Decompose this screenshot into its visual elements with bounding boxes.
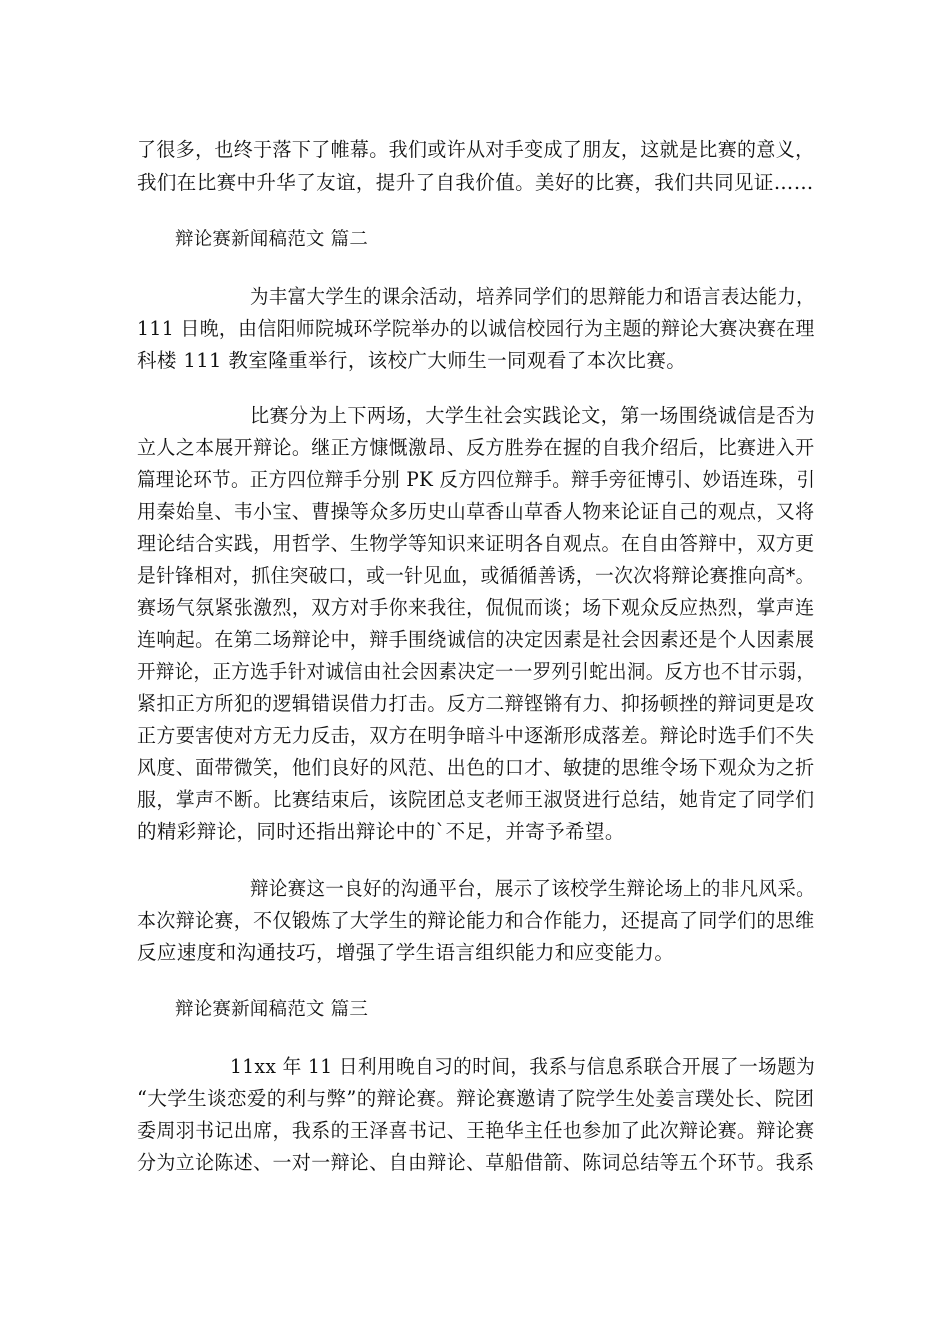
- paragraph-first-line: 辩论赛这一良好的沟通平台，展示了该校学生辩论场上的非凡风采。: [250, 877, 816, 900]
- text-line: 紧扣正方所犯的逻辑错误借力打击。反方二辩铿锵有力、抑扬顿挫的辩词更是攻: [137, 692, 815, 715]
- text-line: 立人之本展开辩论。继正方慷慨激昂、反方胜券在握的自我介绍后，比赛进入开: [137, 436, 815, 459]
- text-line: 连响起。在第二场辩论中，辩手围绕诚信的决定因素是社会因素还是个人因素展: [137, 628, 815, 651]
- text-line: 用秦始皇、韦小宝、曹操等众多历史山草香山草香人物来论证自己的观点，又将: [137, 500, 815, 523]
- section-heading: 辩论赛新闻稿范文 篇三: [175, 999, 369, 1020]
- paragraph-first-line: 为丰富大学生的课余活动，培养同学们的思辩能力和语言表达能力，: [250, 285, 816, 308]
- paragraph-first-line: 11xx 年 11 日利用晚自习的时间，我系与信息系联合开展了一场题为: [230, 1055, 816, 1078]
- text-line: 理论结合实践，用哲学、生物学等知识来证明各自观点。在自由答辩中，双方更: [137, 532, 815, 555]
- text-line: 科楼 111 教室隆重举行，该校广大师生一同观看了本次比赛。: [137, 349, 687, 372]
- text-line: 风度、面带微笑，他们良好的风范、出色的口才、敏捷的思维令场下观众为之折: [137, 756, 815, 779]
- text-line: 分为立论陈述、一对一辩论、自由辩论、草船借箭、陈词总结等五个环节。我系: [137, 1151, 815, 1174]
- text-line: 的精彩辩论，同时还指出辩论中的`不足，并寄予希望。: [137, 820, 625, 843]
- text-line: 正方要害使对方无力反击，双方在明争暗斗中逐渐形成落差。辩论时选手们不失: [137, 724, 815, 747]
- text-line: 篇理论环节。正方四位辩手分别 PK 反方四位辩手。辩手旁征博引、妙语连珠，引: [137, 468, 816, 491]
- text-line: 开辩论，正方选手针对诚信由社会因素决定一一罗列引蛇出洞。反方也不甘示弱，: [137, 660, 816, 683]
- text-line: 反应速度和沟通技巧，增强了学生语言组织能力和应变能力。: [137, 941, 675, 964]
- text-line: 本次辩论赛，不仅锻炼了大学生的辩论能力和合作能力，还提高了同学们的思维: [137, 909, 815, 932]
- text-line: 委周羽书记出席，我系的王泽喜书记、王艳华主任也参加了此次辩论赛。辩论赛: [137, 1119, 815, 1142]
- text-line: 是针锋相对，抓住突破口，或一针见血，或循循善诱，一次次将辩论赛推向高*。: [137, 564, 815, 587]
- text-line: 了很多，也终于落下了帷幕。我们或许从对手变成了朋友，这就是比赛的意义，: [137, 138, 815, 161]
- text-line: 我们在比赛中升华了友谊，提升了自我价值。美好的比赛，我们共同见证……: [137, 171, 814, 194]
- text-line: 服，掌声不断。比赛结束后，该院团总支老师王淑贤进行总结，她肯定了同学们: [137, 788, 815, 811]
- text-line: 111 日晚，由信阳师院城环学院举办的以诚信校园行为主题的辩论大赛决赛在理: [137, 317, 815, 340]
- text-line: “大学生谈恋爱的利与弊”的辩论赛。辩论赛邀请了院学生处姜言璞处长、院团: [137, 1087, 815, 1110]
- paragraph-first-line: 比赛分为上下两场，大学生社会实践论文，第一场围绕诚信是否为: [250, 404, 816, 427]
- section-heading: 辩论赛新闻稿范文 篇二: [175, 229, 369, 250]
- text-line: 赛场气氛紧张激烈，双方对手你来我往，侃侃而谈；场下观众反应热烈，掌声连: [137, 596, 815, 619]
